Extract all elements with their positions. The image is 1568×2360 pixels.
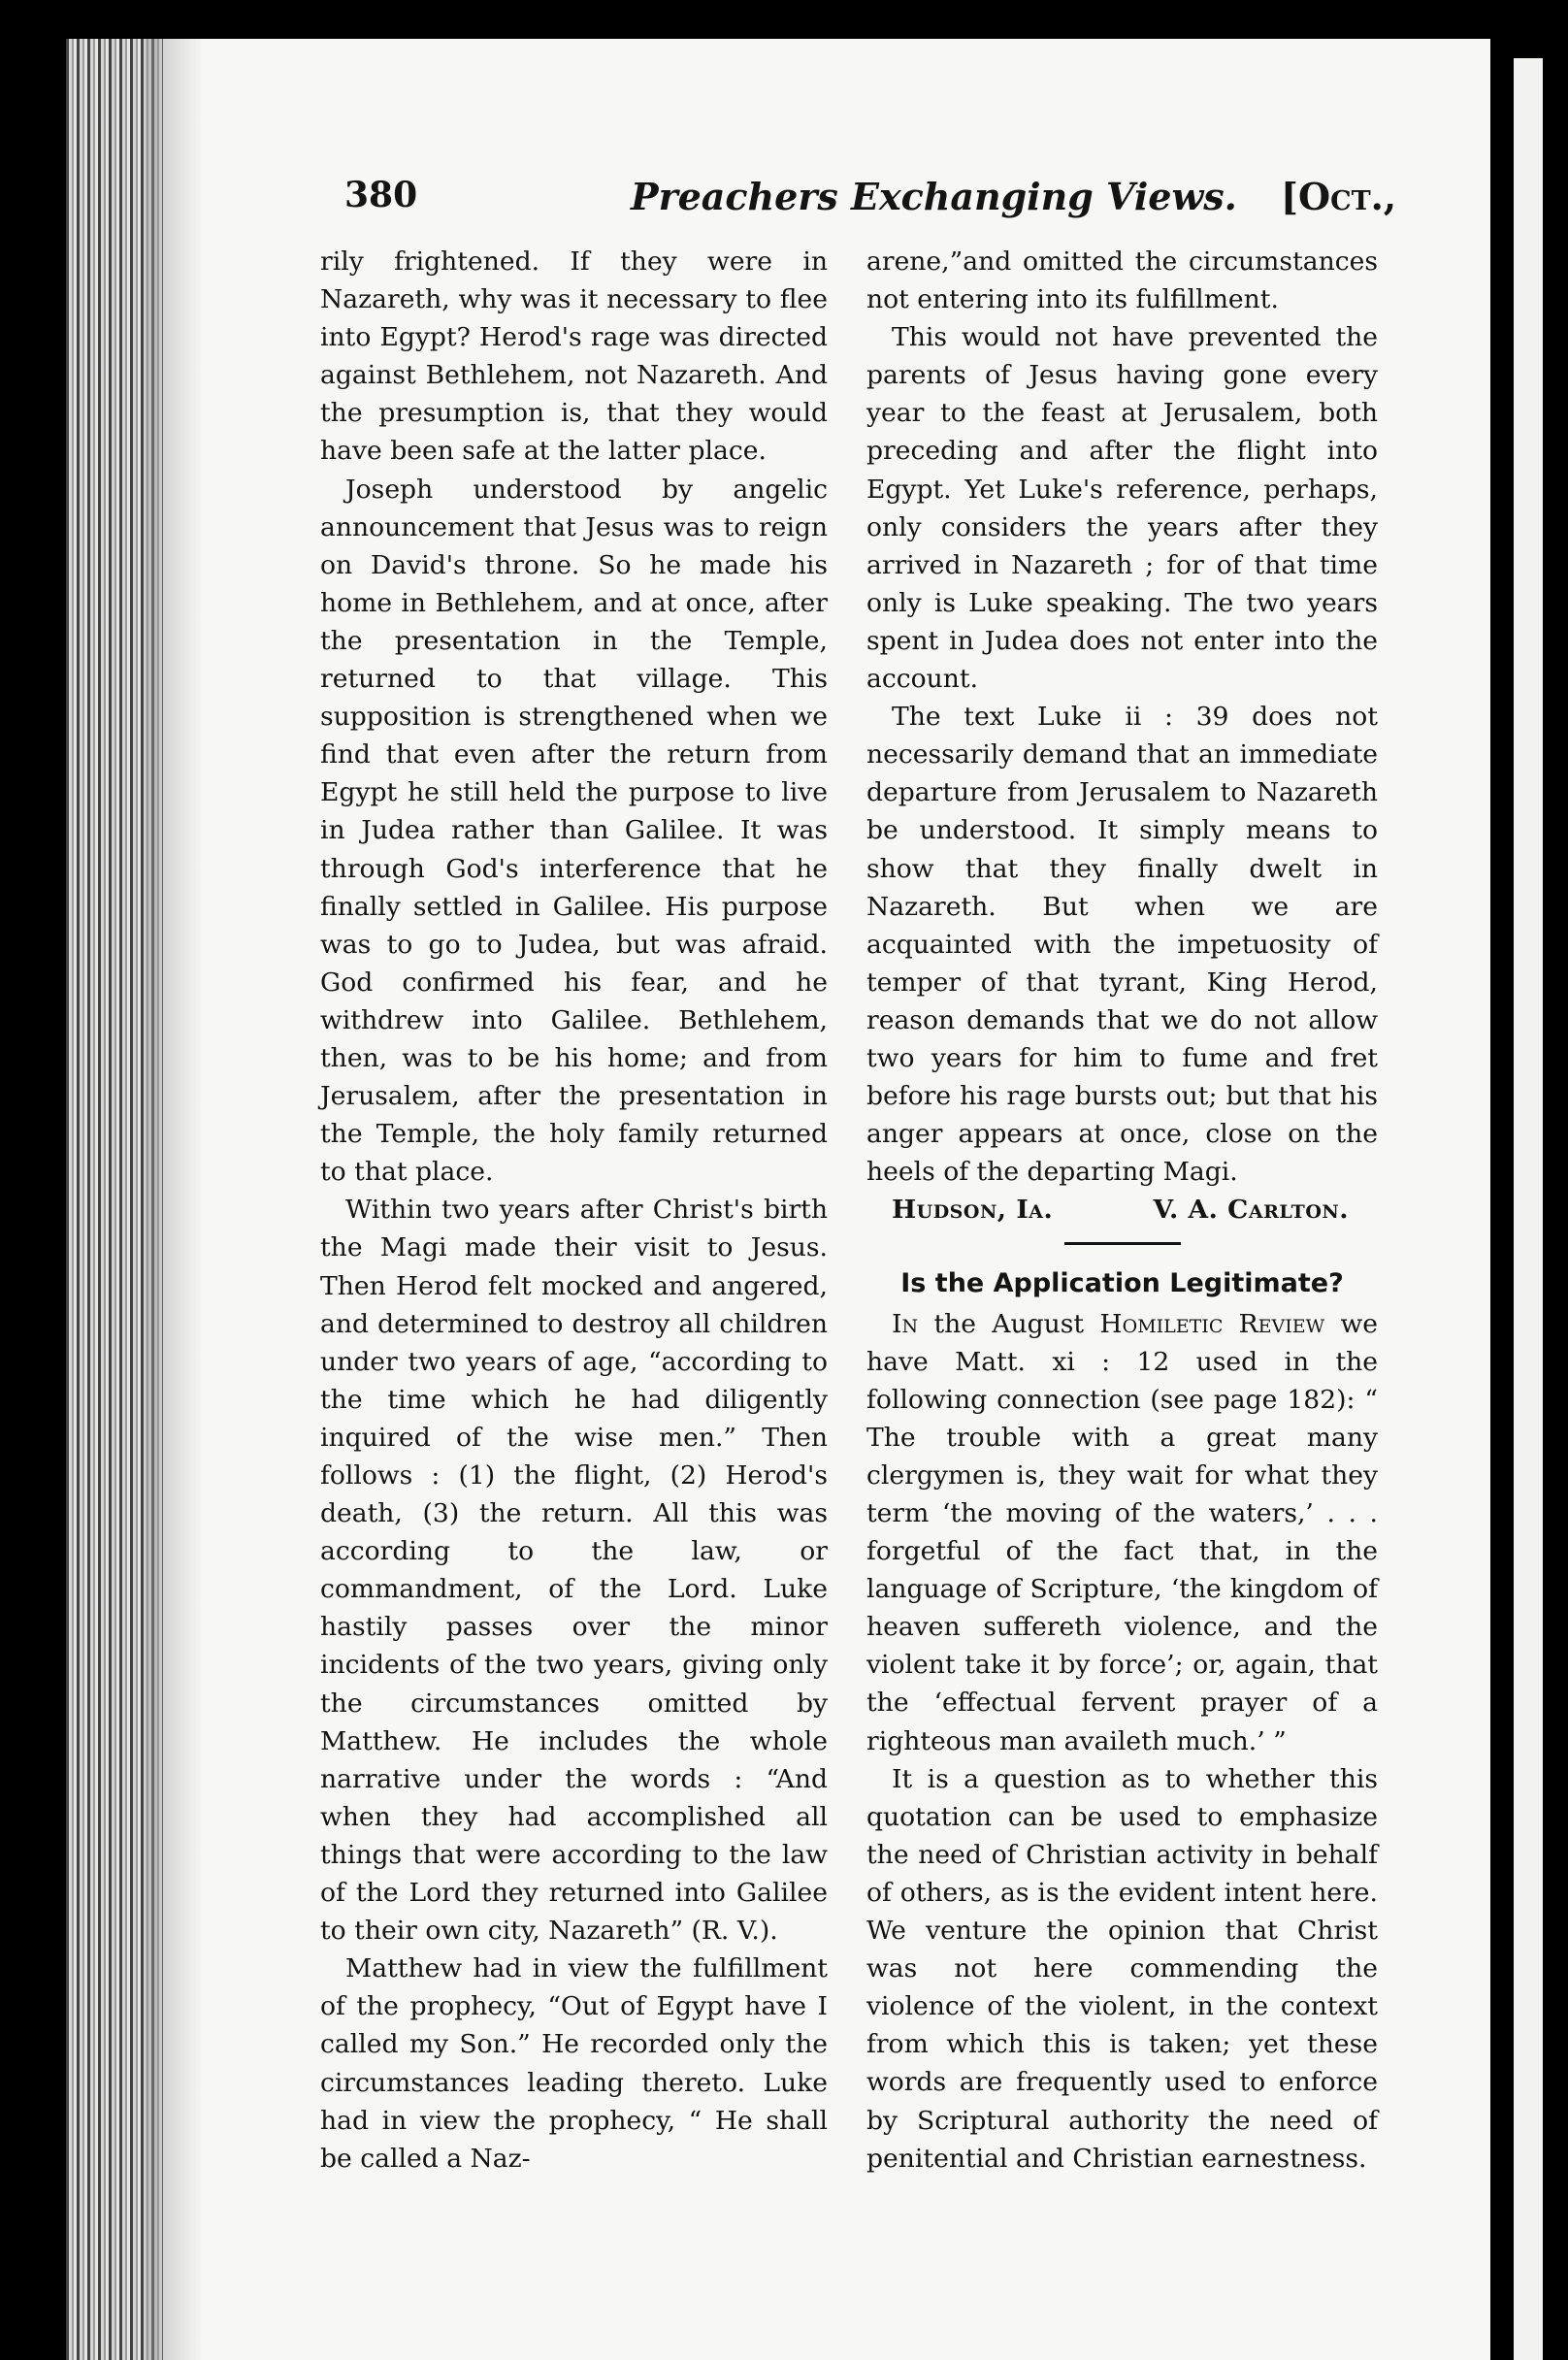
lead-word: In xyxy=(892,1308,919,1339)
publication-name: Homiletic Review xyxy=(1099,1308,1325,1339)
paragraph xyxy=(866,1305,1378,1760)
paragraph: arene,”and omitted the circumstances not entering into its fulfillment. xyxy=(866,246,1378,315)
text-run: we have Matt. xi : 12 used in the following connection (see page 182): “ The trouble with a great many clergymen is, they wait for what they term ‘the moving of the waters,’ . . . forgetful of the fact that, in the language of Scripture, ‘the kingdom of heaven suffereth violence, and the violent take it by force’; or, again, that the ‘effectual fervent prayer of a righteous man availeth much.’ ” xyxy=(866,1308,1378,1756)
text-run: the August xyxy=(918,1308,1100,1339)
right-column xyxy=(866,243,1378,2178)
month-label: [Oct., xyxy=(1281,175,1397,218)
paragraph: It is a question as to whether this quotation can be used to emphasize the need of Christian activity in behalf of others, as is the evident intent here. We venture the opinion that Christ was not here commending the violence of the violent, in the context from which this is taken; yet these words are frequently used to enforce by Scriptural authority the need of penitential and Christian earnestness. xyxy=(866,1763,1378,2174)
signature-place: Hudson, Ia. xyxy=(892,1195,1054,1226)
paragraph: Within two years after Christ's birth the Magi made their visit to Jesus. Then Herod felt mocked and angered, and determined to destroy all children under two years of age, “according to the time which he had diligently inquired of the wise men.” Then follows : (1) the flight, (2) Herod's death, (3) the return. All this was according to the law, or commandment, of the Lord. Luke hastily passes over the minor incidents of the two years, giving only the circumstances omitted by Matthew. He includes the whole narrative under the words : “And when they had accomplished all things that were according to the law of the Lord they returned into Galilee to their own city, Nazareth” (R. V.). xyxy=(320,1195,828,1947)
page-number: 380 xyxy=(344,175,418,215)
paragraph: The text Luke ii : 39 does not necessarily demand that an immediate departure from Jerusalem to Nazareth be understood. It simply means to show that they finally dwelt in Nazareth. But when we are acquainted with the impetuosity of temper of that tyrant, King Herod, reason demands that we do not allow two years for him to fume and fret before his rage bursts out; but that his anger appears at once, close on the heels of the departing Magi. xyxy=(866,702,1378,1188)
running-title: Preachers Exchanging Views. xyxy=(631,175,1237,218)
section-heading: Is the Application Legitimate? xyxy=(900,1268,1344,1299)
facing-page-edge xyxy=(1514,58,1543,2360)
paragraph: Joseph understood by angelic announcement that Jesus was to reign on David's throne. So he made his home in Bethlehem, and at once, after the presentation in the Temple, returned to that village. This supposition is strengthened when we find that even after the return from Egypt he still held the purpose to live in Judea rather than Galilee. It was through God's interference that he finally settled in Galilee. His purpose was to go to Judea, but was afraid. God confirmed his fear, and he withdrew into Galilee. Bethlehem, then, was to be his home; and from Jerusalem, after the presentation in the Temple, the holy family returned to that place. xyxy=(320,474,828,1188)
paragraph: rily frightened. If they were in Nazareth, why was it necessary to flee into Egypt? Herod's rage was directed against Bethlehem, not Nazareth. And the presumption is, that they would have been safe at the latter place. xyxy=(320,246,828,467)
running-header xyxy=(0,0,1568,252)
paragraph: Matthew had in view the fulfillment of the prophecy, “Out of Egypt have I called my Son.” He recorded only the circumstances leading thereto. Luke had in view the prophecy, “ He shall be called a Naz- xyxy=(320,1953,828,2174)
signature-author: V. A. Carlton. xyxy=(1153,1195,1349,1226)
signature-line xyxy=(866,1191,1378,1229)
paragraph: This would not have prevented the parents of Jesus having gone every year to the feast at Jerusalem, both preceding and after the flight into Egypt. Yet Luke's reference, perhaps, only considers the years after they arrived in Nazareth ; for of that time only is Luke speaking. The two years spent in Judea does not enter into the account. xyxy=(866,322,1378,695)
gutter-shadow xyxy=(146,39,204,2360)
section-divider xyxy=(1064,1242,1181,1245)
left-column xyxy=(320,243,828,2178)
